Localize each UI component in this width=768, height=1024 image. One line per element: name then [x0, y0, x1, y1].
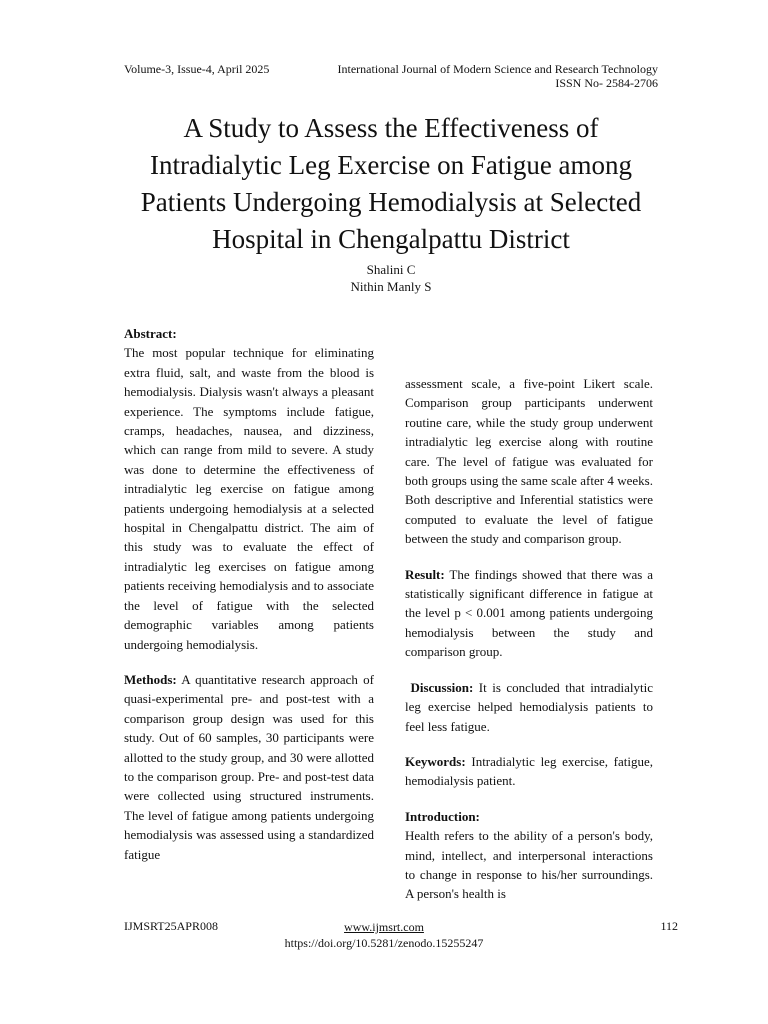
title-line: A Study to Assess the Effectiveness of	[183, 113, 599, 143]
website-link[interactable]: www.ijmsrt.com	[344, 920, 424, 934]
left-column	[124, 324, 374, 864]
title-line: Hospital in Chengalpattu District	[212, 224, 570, 254]
methods-text: A quantitative research approach of quasi-experimental pre- and post-test with a comparison group design was used for this study. Out of 60 samples, 30 participants were allotted to the study group, and 30 were allotted to the comparison group. Pre- and post-test data were collected using structured instruments. The level of fatigue among patients undergoing hemodialysis was assessed using a standardized fatigue	[124, 671, 374, 862]
discussion-paragraph	[405, 678, 653, 736]
discussion-text: It is concluded that intradialytic leg exercise helped hemodialysis patients to feel less fatigue.	[405, 679, 653, 734]
journal-header	[338, 62, 659, 90]
author-name: Nithin Manly S	[350, 279, 432, 294]
keywords-label: Keywords:	[405, 753, 466, 769]
keywords-paragraph	[405, 752, 653, 791]
journal-name: International Journal of Modern Science and Research Technology	[337, 62, 658, 76]
page-number: 112	[660, 919, 678, 933]
keywords-text: Intradialytic leg exercise, fatigue, hemodialysis patient.	[405, 753, 653, 789]
methods-continued-text: assessment scale, a five-point Likert scale. Comparison group participants underwent routine care, while the study group underwent intradialytic leg exercise along with routine care. The level of fatigue was evaluated for both groups using the same scale after 4 weeks. Both descriptive and Inferential statistics were computed to evaluate the level of fatigue between the study and comparison group.	[405, 376, 653, 547]
article-id: IJMSRT25APR008	[124, 919, 218, 933]
result-label: Result:	[405, 566, 445, 582]
introduction-text: Health refers to the ability of a person's body, mind, intellect, and interpersonal interactions to change in response to his/her surroundings. A person's health is	[405, 828, 653, 902]
methods-paragraph	[124, 670, 374, 864]
doi-link[interactable]: https://doi.org/10.5281/zenodo.15255247	[284, 936, 484, 950]
abstract-heading: Abstract:	[124, 326, 177, 341]
introduction-heading: Introduction:	[405, 808, 480, 824]
volume-issue-date: Volume-3, Issue-4, April 2025	[124, 62, 270, 76]
footer-links	[0, 919, 768, 951]
right-column	[405, 374, 653, 904]
author-list	[84, 261, 698, 295]
methods-label: Methods:	[124, 671, 177, 687]
result-paragraph	[405, 565, 653, 662]
issn: ISSN No- 2584-2706	[555, 76, 658, 90]
author-name: Shalini C	[366, 262, 416, 277]
paper-title	[84, 110, 698, 258]
result-text: The findings showed that there was a statistically significant difference in fatigue at the level p < 0.001 among patients undergoing hemodialysis between the study and comparison group.	[405, 566, 653, 660]
discussion-label: Discussion:	[410, 679, 474, 695]
title-line: Intradialytic Leg Exercise on Fatigue among	[149, 150, 633, 180]
title-line: Patients Undergoing Hemodialysis at Selected	[140, 187, 642, 217]
abstract-text: The most popular technique for eliminating extra fluid, salt, and waste from the blood is hemodialysis. Dialysis wasn't always a pleasant experience. The symptoms include fatigue, cramps, headaches, nausea, and dizziness, which can range from mild to severe. A study was done to determine the effectiveness of intradialytic leg exercise on fatigue among patients undergoing hemodialysis at a selected hospital in Chengalpattu district. The aim of this study was to evaluate the effect of intradialytic leg exercises on fatigue among patients receiving hemodialysis and to associate the level of fatigue with the selected demographic variables among patients undergoing hemodialysis.	[124, 345, 374, 652]
